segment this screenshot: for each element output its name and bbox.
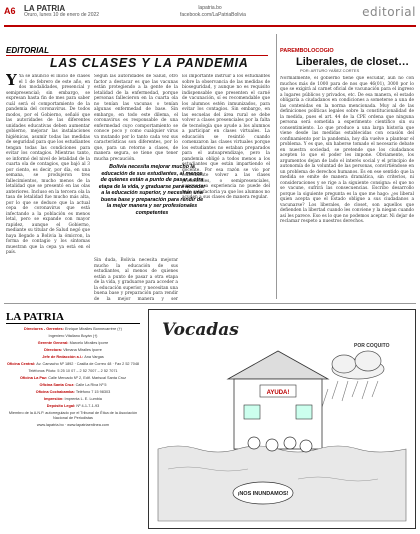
- masthead-line: [6, 327, 140, 332]
- masthead-text: Nº 4-1-7-1-93: [76, 404, 100, 408]
- social-link[interactable]: facebook.com/LaPatriaBolivia: [180, 12, 246, 18]
- masthead-text: Ana Vargas: [84, 355, 104, 359]
- masthead-text: Vilmana Miralles Iporre: [63, 348, 102, 352]
- masthead-gap: [6, 428, 140, 430]
- pullquote: Bolivia necesita mejorar mucho la educación de sus estudiantes, al menos de quienes están a punto de pasar a otra etapa de la vida, y graduarse para acceder a la educación superior, y necesitan una buena base y preparación para rendir de la mejor manera y ser profesionales competentes: [98, 164, 206, 216]
- masthead-text: Av. Camacho Nº 1892 · Casilla de Correo 48 · Fax 2 52 7048: [36, 362, 140, 366]
- speech-bubble: [233, 482, 293, 504]
- site-link[interactable]: lapatria.bo: [198, 5, 222, 11]
- masthead-role: Directores - Gerentes:: [24, 327, 65, 331]
- masthead-line: [6, 376, 140, 381]
- editorial-tag: EDITORIAL: [6, 46, 49, 55]
- dropcap: Y: [6, 74, 17, 89]
- masthead-role: Directora:: [44, 348, 64, 352]
- masthead-role: Oficina La Paz:: [19, 376, 49, 380]
- masthead-text: Marcelo Miralles Iporre: [69, 341, 109, 345]
- section-divider: [4, 303, 416, 304]
- masthead-text: Calle Mercado Nº 2, Edif. Mariscal Santa Cruz: [48, 376, 127, 380]
- cloud-icon: [332, 351, 384, 379]
- masthead-text: Imprenta L. E. Lumbia: [64, 397, 102, 401]
- masthead-role: Oficina Cochabamba:: [35, 390, 76, 394]
- masthead-role: Depósito Legal:: [46, 404, 77, 408]
- issue-date: Oruro, lunes 10 de enero de 2022: [24, 12, 100, 18]
- masthead-line: [6, 362, 140, 367]
- editorial-title: LAS CLASES Y LA PANDEMIA: [50, 56, 249, 70]
- masthead-text: Ingeniero Vitaliano Boyán (†): [48, 334, 98, 338]
- rain-icon: [322, 381, 378, 407]
- masthead-text: Miembro de la A.N.P. autorregulado por el Tribunal de Ética de la Asociación Nacional de Periodistas: [8, 411, 138, 420]
- editorial-column-1: [6, 74, 90, 302]
- masthead-role: Gerente General:: [37, 341, 70, 345]
- masthead-text: Teléfono 7 15 98303: [75, 390, 111, 394]
- masthead-line: [6, 411, 140, 421]
- opinion-body: [280, 76, 414, 298]
- cartoon-illustration: [148, 309, 416, 529]
- masthead-text: Teléfonos Piloto: 5 25 10 07 – 2 52 7007 – 2 52 7071: [28, 369, 118, 373]
- masthead-text: www.lapatria.bo · www.lapatriaenlinea.com: [36, 423, 110, 427]
- flood-water: [158, 446, 406, 521]
- cartoon-author: POR COQUITO: [354, 343, 390, 349]
- editorial-text-2: Según las autoridades de Salud, otro factor a destacar es que las vacunas están protegiendo a la gente de la letalidad de la enfermedad, porque personas fallecieron en la cuarta ola no tenían las vacunas o tenían algunas enfermedad de base. Sin embargo, en todo este dilema, el coronavirus es responsable de una enfermedad cuyo comportamiento se conoce poco y como cualquier virus va mutando por lo tanto cada vez sus características son diferentes, por lo que, para un retorno a clases, de manera segura, se tiene que tener mucha precaución.: [94, 74, 178, 162]
- brand-name: LA PATRIA: [24, 4, 66, 13]
- masthead-role: Oficina Central:: [6, 362, 37, 366]
- cartoon-title: Vocadas: [162, 320, 239, 340]
- masthead-text: Calle La Riva Nº 5: [75, 383, 107, 387]
- section-name: editorial: [362, 5, 416, 19]
- editorial-text-1: Ya se anunció el inicio de clases el 1 de febrero de este año, en dos modalidades, presencial y semipresencial; sin embargo, se expresan hasta fin de mes para saber cuál será el comportamiento de la pandemia del coronavirus. De todos modos, por el Gobierno, señaló que las autoridades de las diferentes unidades educativas deben aumentar gobierno, mejorar las instalaciones higiénicas, asumir todas las medidas de seguridad para que los estudiantes tengan todas las condiciones para evitar los contagios. Mientras tanto, se informó del nivel de letalidad de la cuarta ola de contagios, que bajó al 3 por ciento, es decir, por día, en una semana, se produjeron tres fallecimientos, mucho menos de la letalidad que se presentó en las olas anteriores. Incluso en la tercera ola la tasa de letalidad fue mucho más alta, por lo que se deduce que la actual cepa de coronavirus que está infectando a la población es menos letal, pero se expande con mayor rapidez, aunque el Gobierno, mediante su titular de Salud negó que haya llegado a Bolivia la ómicron, la forma de contagio y los síntomas muestran que la cepa ya está en el país.: [6, 74, 90, 255]
- masthead-info: [6, 327, 140, 430]
- school-building-icon: [228, 351, 328, 449]
- masthead-role: Impresión:: [44, 397, 65, 401]
- opinion-title: Liberales, de closet…: [296, 56, 410, 68]
- help-sign: AYUDA!: [266, 390, 290, 396]
- masthead-role: Jefe de Redacción a.i.:: [42, 355, 85, 359]
- opinion-tag: PAREMBOLOCOGIO: [280, 48, 334, 54]
- opinion-text: Normalmente, el gobierno tiene que escudar, aún no con muchos más de 1000 para de nos que 46(01), 3000 por lo que se exigirá al carnet oficial de vacunación para el ingreso a lugares públicos y privados, etc. De esa manera, el estado obligaría a ciudadanos en condiciones a someterse a una de las contenidas en la norma mencionada. Muy al de las definiciones políticas legales sobre la constitucionalidad de la medida, pues el art. 44 de la CPE ordena que ninguna persona será sometida a experimento científico sin su consentimiento. Lo que produce a una larga historia que viene desde las medidas establecidas con ocasión del confinamiento por la pandemia, hoy día vuelve a plantear el problema. Y es que, sin haberse tomado el necesario debate en nuestra sociedad, se pretende que los ciudadanos acepten lo que el poder les impone. Obviamente, los argumentos dejan de lado el interés social y el principio de autonomía de la voluntad de las personas, convirtiéndose en un problema de derechos humanos. Es en ese sentido que la medida se emite de manera dramática, sin criterios, ni consideraciones y se rige a la siguiente consigna: el que no se vacune, sufrirá las consecuencias. Escribo desarrollo porque la siguiente pregunta es la que me hago: ¿es liberal quien acepta que el Estado obligue a sus ciudadanos a vacunarse? Los liberales, de closet, son aquellos que defienden la libertad cuando les conviene y la niegan cuando así les parece. Eso es lo que no podemos aceptar. Ni dejar de reclamar respeto a nuestros derechos.: [280, 76, 414, 224]
- page-number: A6: [4, 6, 16, 16]
- editorial-text-3: Es importante instruir a los estudiantes sobre la observancia de las medidas de bioseguridad, y aunque no es requisito indispensable que presenten el carné de vacunación, sí es recomendable que los alumnos estén inmunizados, para evitar los contagios. Sin embargo, en las escuelas del área rural se debe volver a clases presenciales por la falta de tecnología que ayude a los alumnos a participar en clases virtuales. La educación se resintió cuando comenzaron las clases virtuales porque los estudiantes no estaban preparados para el autoaprendizaje, pero la pandemia obligó a todos menos a los estudiantes que están impartiendo el docente. Por esa razón se vio por conveniente volver a las clases presenciales, o semipresenciales, aunque esa experiencia no puede del todo satisfactoria ya que los alumnos no acuden a sus clases de manera regular.: [182, 74, 270, 200]
- editorial-text-2b: Sin duda, Bolivia necesita mejorar mucho la educación de sus estudiantes, al menos de quienes están a punto de pasar a otra etapa de la vida, y graduarse para acceder a la educación superior, y necesitan una buena base y preparación para rendir de la mejor manera y ser: [94, 258, 178, 302]
- opinion-author: POR: ARTURO YAÑEZ CORTES: [300, 68, 360, 73]
- masthead-logo: LA PATRIA: [6, 311, 140, 324]
- speech-text: ¡NOS INUNDAMOS!: [237, 491, 289, 497]
- masthead-role: Oficina Santa Cruz:: [39, 383, 76, 387]
- masthead-text: Enrique Miralles Bonnecarrère (†): [64, 327, 122, 331]
- header-rule: [4, 25, 416, 27]
